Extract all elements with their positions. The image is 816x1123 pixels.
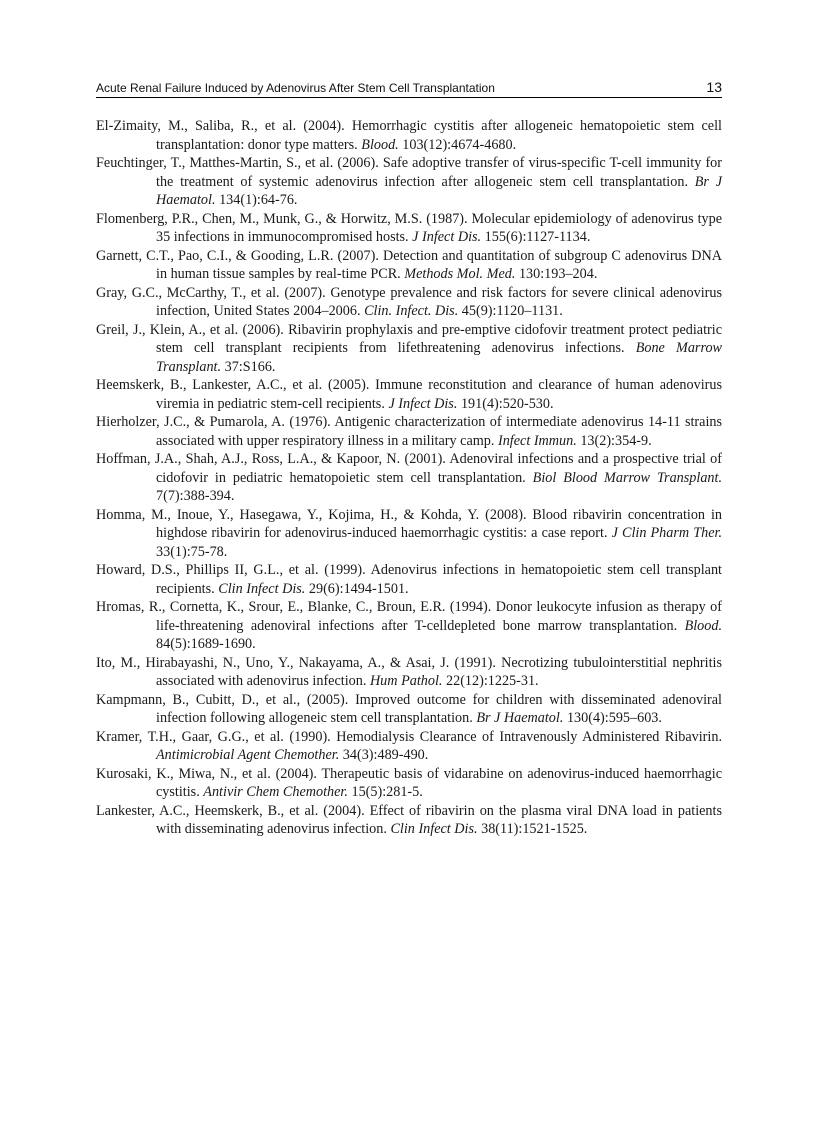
reference-entry: Homma, M., Inoue, Y., Hasegawa, Y., Kojima, H., & Kohda, Y. (2008). Blood ribavirin concentration in highdose ribavirin for adenovirus-induced haemorrhagic cystitis: a case report. J Clin Pharm Ther. 33(1):75-78. bbox=[96, 506, 722, 560]
journal-name: Biol Blood Marrow Transplant. bbox=[532, 469, 722, 486]
reference-entry: Ito, M., Hirabayashi, N., Uno, Y., Nakayama, A., & Asai, J. (1991). Necrotizing tubulointerstitial nephritis associated with adenovirus infection. Hum Pathol. 22(12):1225-31. bbox=[96, 654, 722, 689]
running-header bbox=[96, 78, 722, 98]
reference-entry: Kampmann, B., Cubitt, D., et al., (2005). Improved outcome for children with disseminated adenoviral infection following allogeneic stem cell transplantation. Br J Haematol. 130(4):595–603. bbox=[96, 691, 722, 726]
reference-entry: Lankester, A.C., Heemskerk, B., et al. (2004). Effect of ribavirin on the plasma viral DNA load in patients with disseminating adenovirus infection. Clin Infect Dis. 38(11):1521-1525. bbox=[96, 802, 722, 837]
reference-entry: Howard, D.S., Phillips II, G.L., et al. (1999). Adenovirus infections in hematopoietic stem cell transplant recipients. Clin Infect Dis. 29(6):1494-1501. bbox=[96, 562, 722, 597]
journal-name: Infect Immun. bbox=[497, 432, 577, 449]
journal-name: Blood. bbox=[361, 136, 399, 153]
reference-entry: Hromas, R., Cornetta, K., Srour, E., Blanke, C., Broun, E.R. (1994). Donor leukocyte infusion as therapy of life-threatening adenoviral infections after T-celldepleted bone marrow transplantation. Blood. 84(5):1689-1690. bbox=[96, 599, 722, 652]
journal-name: Clin. Infect. Dis. bbox=[364, 303, 459, 319]
reference-entry: El-Zimaity, M., Saliba, R., et al. (2004). Hemorrhagic cystitis after allogeneic hematopoietic stem cell transplantation: donor type matters. Blood. 103(12):4674-4680. bbox=[96, 118, 722, 153]
reference-entry: Greil, J., Klein, A., et al. (2006). Ribavirin prophylaxis and pre-emptive cidofovir treatment protect pediatric stem cell transplant recipients from lifethreatening adenovirus infections. Bone Marrow Transplant. 37:S166. bbox=[96, 321, 722, 375]
journal-name: Antimicrobial Agent Chemother. bbox=[156, 747, 340, 763]
reference-entry: Kurosaki, K., Miwa, N., et al. (2004). Therapeutic basis of vidarabine on adenovirus-induced haemorrhagic cystitis. Antivir Chem Chemother. 15(5):281-5. bbox=[96, 765, 722, 800]
journal-name: Methods Mol. Med. bbox=[404, 266, 516, 282]
page-number: 13 bbox=[706, 79, 722, 95]
reference-entry: Kramer, T.H., Gaar, G.G., et al. (1990). Hemodialysis Clearance of Intravenously Administered Ribavirin. Antimicrobial Agent Chemother. 34(3):489-490. bbox=[96, 728, 722, 763]
reference-list bbox=[96, 117, 722, 839]
reference-entry: Flomenberg, P.R., Chen, M., Munk, G., & Horwitz, M.S. (1987). Molecular epidemiology of adenovirus type 35 infections in immunocompromised hosts. J Infect Dis. 155(6):1127-1134. bbox=[96, 210, 722, 245]
reference-entry: Hoffman, J.A., Shah, A.J., Ross, L.A., & Kapoor, N. (2001). Adenoviral infections and a prospective trial of cidofovir in pediatric hematopoietic stem cell transplantation. Biol Blood Marrow Transplant. 7(7):388-394. bbox=[96, 451, 722, 504]
journal-name: Antivir Chem Chemother. bbox=[203, 784, 348, 800]
journal-name: Blood. bbox=[684, 617, 722, 634]
journal-name: Clin Infect Dis. bbox=[390, 821, 478, 837]
journal-name: Hum Pathol. bbox=[369, 673, 443, 689]
journal-name: J Clin Pharm Ther. bbox=[611, 525, 722, 541]
journal-name: Br J Haematol. bbox=[476, 710, 564, 726]
reference-entry: Garnett, C.T., Pao, C.I., & Gooding, L.R. (2007). Detection and quantitation of subgroup C adenovirus DNA in human tissue samples by real-time PCR. Methods Mol. Med. 130:193–204. bbox=[96, 247, 722, 282]
journal-name: J Infect Dis. bbox=[388, 395, 458, 412]
reference-entry: Feuchtinger, T., Matthes-Martin, S., et al. (2006). Safe adoptive transfer of virus-specific T-cell immunity for the treatment of systemic adenovirus infection after allogeneic stem cell transplantation. Br J Haematol. 134(1):64-76. bbox=[96, 155, 722, 208]
journal-name: Bone Marrow Transplant. bbox=[156, 340, 722, 375]
journal-name: Clin Infect Dis. bbox=[218, 580, 306, 597]
journal-name: Br J Haematol. bbox=[156, 173, 722, 208]
running-title: Acute Renal Failure Induced by Adenovirus After Stem Cell Transplantation bbox=[96, 81, 495, 95]
reference-entry: Gray, G.C., McCarthy, T., et al. (2007). Genotype prevalence and risk factors for severe clinical adenovirus infection, United States 2004–2006. Clin. Infect. Dis. 45(9):1120–1131. bbox=[96, 284, 722, 319]
reference-entry: Heemskerk, B., Lankester, A.C., et al. (2005). Immune reconstitution and clearance of human adenovirus viremia in pediatric stem-cell recipients. J Infect Dis. 191(4):520-530. bbox=[96, 377, 722, 412]
journal-name: J Infect Dis. bbox=[412, 229, 482, 245]
reference-entry: Hierholzer, J.C., & Pumarola, A. (1976). Antigenic characterization of intermediate adenovirus 14-11 strains associated with upper respiratory illness in a military camp. Infect Immun. 13(2):354-9. bbox=[96, 414, 722, 449]
